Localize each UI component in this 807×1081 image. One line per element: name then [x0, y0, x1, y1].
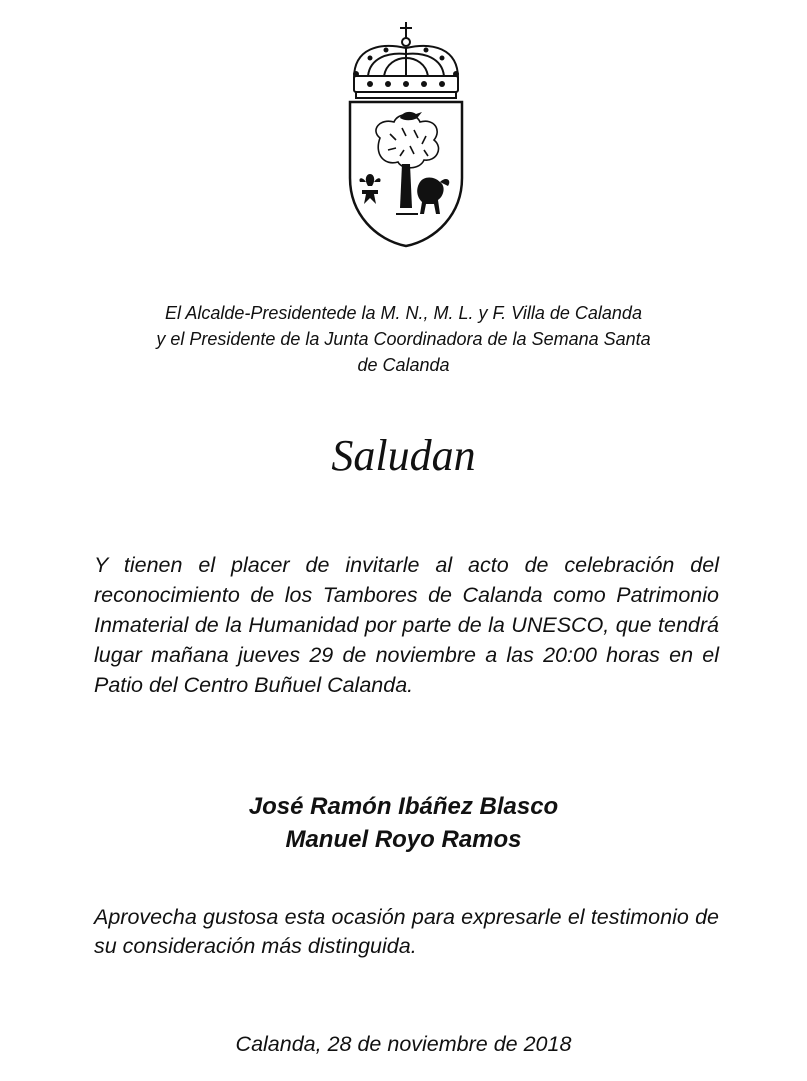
intro-line: El Alcalde-Presidentede la M. N., M. L. y F. Villa de Calanda — [165, 303, 642, 323]
signers-block — [0, 790, 807, 856]
dateline: Calanda, 28 de noviembre de 2018 — [235, 1032, 572, 1056]
coat-of-arms-icon — [340, 18, 472, 250]
page-title: Saludan — [331, 431, 476, 480]
intro-line: de Calanda — [357, 355, 450, 375]
signer-name: Manuel Royo Ramos — [285, 826, 522, 853]
invitation-paragraph: Y tienen el placer de invitarle al acto de celebración del reconocimiento de los Tambores de Calanda como Patrimonio Inmaterial de la Humanidad por parte de la UNESCO, que tendrá lugar mañana jueves 29 de noviembre a las 20:00 horas en el Patio del Centro Buñuel Calanda. — [94, 553, 719, 697]
intro-text — [88, 300, 719, 378]
closing-paragraph: Aprovecha gustosa esta ocasión para expresarle el testimonio de su consideración más distinguida. — [94, 905, 719, 958]
intro-line: y el Presidente de la Junta Coordinadora de la Semana Santa — [156, 329, 651, 349]
signer-name: José Ramón Ibáñez Blasco — [248, 793, 559, 820]
